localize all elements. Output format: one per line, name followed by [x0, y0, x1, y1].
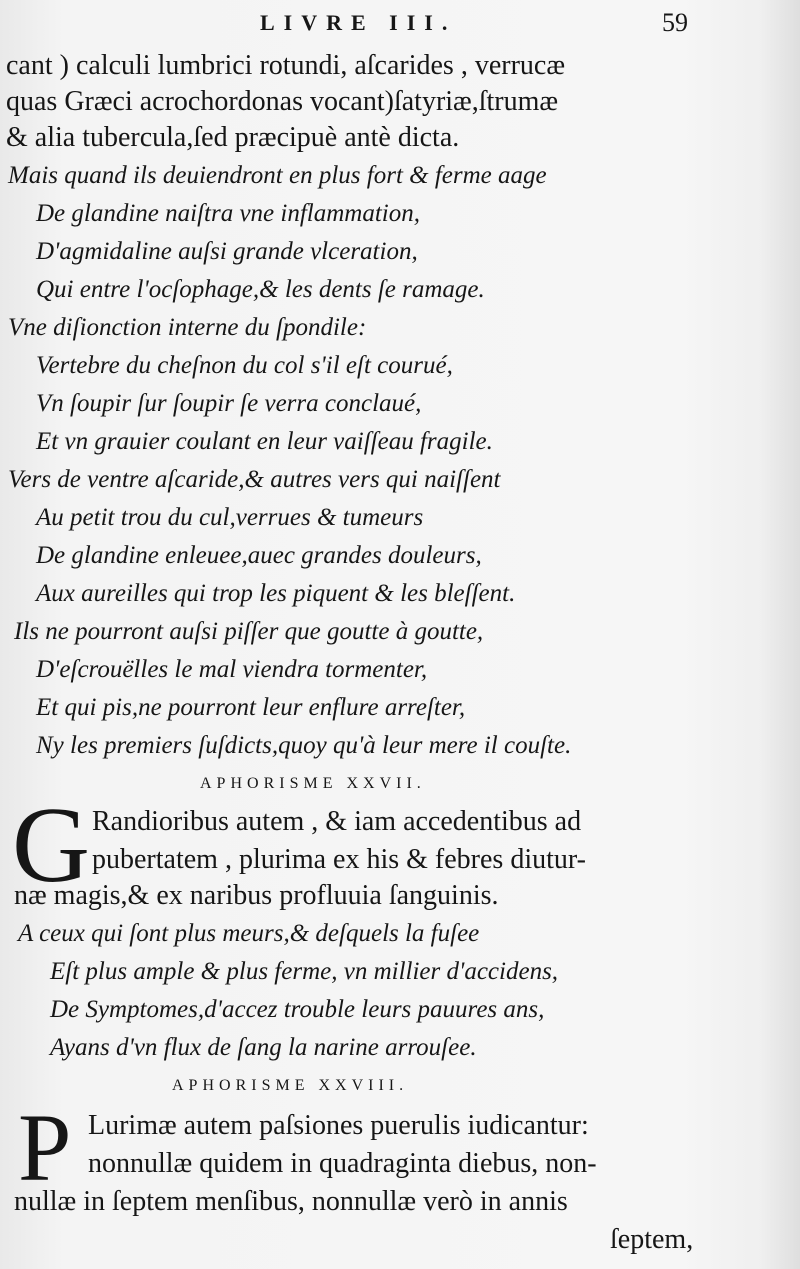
latin-line: nullæ in ſeptem menſibus, nonnullæ verò in annis: [14, 1186, 568, 1217]
latin-line: Lurimæ autem paſsiones puerulis iudicantur:: [88, 1110, 589, 1141]
aphorism-heading: APHORISME XXVII.: [200, 775, 426, 792]
verse-line: De glandine enleuee,auec grandes douleurs,: [36, 542, 482, 569]
verse-line: Vertebre du cheſnon du col s'il eſt courué,: [36, 352, 453, 379]
aphorism-heading: APHORISME XXVIII.: [172, 1077, 409, 1094]
latin-line: næ magis,& ex naribus profluuia ſanguinis.: [14, 880, 499, 911]
latin-line: nonnullæ quidem in quadraginta diebus, non-: [88, 1148, 597, 1179]
verse-line: Vne diſionction interne du ſpondile:: [8, 314, 367, 341]
verse-line: Et vn grauier coulant en leur vaiſſeau fragile.: [36, 428, 493, 455]
verse-line: Eſt plus ample & plus ferme, vn millier d'accidens,: [50, 958, 559, 985]
verse-line: D'eſcrouëlles le mal viendra tormenter,: [36, 656, 428, 683]
drop-cap: G: [12, 786, 90, 905]
latin-line: Randioribus autem , & iam accedentibus ad: [92, 806, 582, 837]
verse-line: Et qui pis,ne pourront leur enflure arreſter,: [36, 694, 466, 721]
page-header: [0, 6, 760, 36]
verse-line: Ny les premiers ſuſdicts,quoy qu'à leur mere il couſte.: [36, 732, 572, 759]
verse-line: De glandine naiſtra vne inflammation,: [36, 200, 420, 227]
verse-line: Ils ne pourront auſsi piſſer que goutte à goutte,: [14, 618, 484, 645]
drop-cap: P: [18, 1094, 72, 1201]
verse-line: Ayans d'vn flux de ſang la narine arrouſee.: [50, 1034, 477, 1061]
verse-line: Vn ſoupir ſur ſoupir ſe verra conclaué,: [36, 390, 422, 417]
page-number: 59: [662, 8, 688, 37]
verse-line: A ceux qui ſont plus meurs,& deſquels la fuſee: [18, 920, 480, 947]
verse-line: De Symptomes,d'accez trouble leurs pauures ans,: [50, 996, 545, 1023]
verse-line: Aux aureilles qui trop les piquent & les bleſſent.: [36, 580, 516, 607]
latin-line: & alia tubercula,ſed præcipuè antè dicta.: [6, 122, 460, 153]
verse-line: Vers de ventre aſcaride,& autres vers qui naiſſent: [8, 466, 501, 493]
page-edge-shadow: [760, 0, 800, 1269]
verse-line: Qui entre l'ocſophage,& les dents ſe ramage.: [36, 276, 485, 303]
latin-line: quas Græci acrochordonas vocant)ſatyriæ,ſtrumæ: [6, 86, 559, 117]
latin-line: ſeptem,: [610, 1224, 694, 1255]
verse-line: Mais quand ils deuiendront en plus fort & ferme aage: [8, 162, 547, 189]
verse-line: Au petit trou du cul,verrues & tumeurs: [36, 504, 424, 531]
verse-line: D'agmidaline auſsi grande vlceration,: [36, 238, 418, 265]
latin-line: cant ) calculi lumbrici rotundi, aſcarides , verrucæ: [6, 50, 566, 81]
latin-line: pubertatem , plurima ex his & febres diutur-: [92, 844, 586, 875]
running-head: LIVRE III.: [260, 10, 457, 35]
